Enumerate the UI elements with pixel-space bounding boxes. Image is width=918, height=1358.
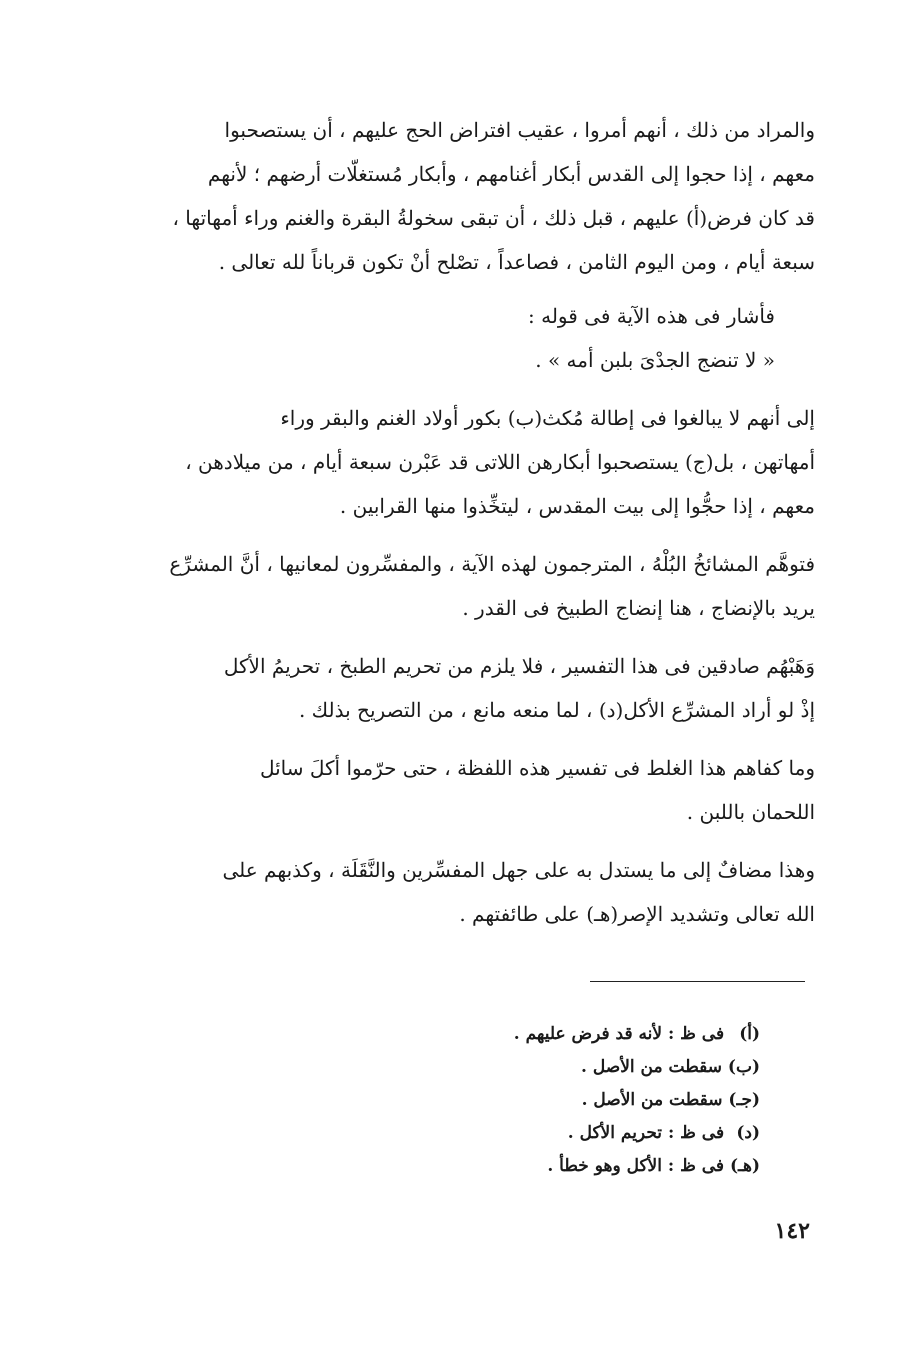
main-text	[95, 108, 815, 936]
text-line: معهم ، إذا حجوا إلى القدس أبكار أغنامهم ، وأبكار مُستغلّات أرضهم ؛ لأنهم	[207, 162, 815, 186]
text-line: سبعة أيام ، ومن اليوم الثامن ، فصاعداً ، تصْلح أنْ تكون قرباناً لله تعالى .	[218, 250, 815, 274]
paragraph-4	[95, 396, 815, 528]
text-line: والمراد من ذلك ، أنهم أمروا ، عقيب افتراض الحج عليهم ، أن يستصحبوا	[224, 118, 815, 142]
paragraph-6	[95, 644, 815, 732]
text-line: وَهَبْهُم صادقين فى هذا التفسير ، فلا يلزم من تحريم الطبخ ، تحريمُ الأكل	[223, 654, 815, 678]
text-line: معهم ، إذا حجُّوا إلى بيت المقدس ، ليتخِّذوا منها القرابين .	[339, 494, 815, 518]
text-line: اللحمان باللبن .	[686, 800, 815, 824]
footnote	[300, 1084, 760, 1117]
paragraph-1	[95, 108, 815, 284]
page-number: ١٤٢	[774, 1218, 810, 1244]
footnote-text: سقطت من الأصل .	[581, 1090, 723, 1110]
text-line: وهذا مضافٌ إلى ما يستدل به على جهل المفسِّرين والنَّقَلَة ، وكذبهم على	[222, 858, 815, 882]
footnote-mark: (ب)	[727, 1057, 760, 1077]
footnote-text: فى ظ : الأكل وهو خطأ .	[547, 1156, 725, 1176]
footnote-text: فى ظ : لأنه قد فرض عليهم .	[513, 1024, 725, 1044]
footnote	[300, 1018, 760, 1051]
text-line: إذْ لو أراد المشرِّع الأكل(د) ، لما منعه مانع ، من التصريح بذلك .	[298, 698, 815, 722]
text-line: وما كفاهم هذا الغلط فى تفسير هذه اللفظة ، حتى حرّموا أكلَ سائل	[259, 756, 815, 780]
paragraph-7	[95, 746, 815, 834]
text-line: فتوهَّم المشائخُ البُلْهُ ، المترجمون لهذه الآية ، والمفسِّرون لمعانيها ، أنَّ المشرِّع	[169, 552, 815, 576]
footnote	[300, 1117, 760, 1150]
paragraph-2	[95, 294, 815, 338]
text-line: قد كان فرض(أ) عليهم ، قبل ذلك ، أن تبقى سخولةُ البقرة والغنم وراء أمهاتها ،	[172, 206, 815, 230]
paragraph-8	[95, 848, 815, 936]
footnotes-list	[300, 1018, 760, 1183]
footnote-mark: (جـ)	[728, 1090, 760, 1110]
text-line: إلى أنهم لا يبالغوا فى إطالة مُكث(ب) بكور أولاد الغنم والبقر وراء	[280, 406, 815, 430]
paragraph-5	[95, 542, 815, 630]
text-line: فأشار فى هذه الآية فى قوله :	[528, 304, 775, 328]
footnote	[300, 1051, 760, 1084]
footnote-mark: (د)	[736, 1123, 760, 1143]
footnote-divider	[590, 981, 805, 982]
text-line: يريد بالإنضاج ، هنا إنضاج الطبيخ فى القدر .	[462, 596, 815, 620]
text-line: أمهاتهن ، بل(ج) يستصحبوا أبكارهن اللاتى قد عَبْرن سبعة أيام ، من ميلادهن ،	[185, 450, 815, 474]
footnote-mark: (أ)	[739, 1024, 760, 1044]
footnote-text: فى ظ : تحريم الأكل .	[567, 1123, 725, 1143]
footnote-mark: (هـ)	[729, 1156, 760, 1176]
text-line: « لا تنضج الجدْىَ بلبن أمه » .	[535, 348, 775, 372]
text-line: الله تعالى وتشديد الإصر(هـ) على طائفتهم .	[459, 902, 815, 926]
footnote-text: سقطت من الأصل .	[581, 1057, 722, 1077]
quote-paragraph	[95, 338, 815, 382]
footnote	[300, 1150, 760, 1183]
